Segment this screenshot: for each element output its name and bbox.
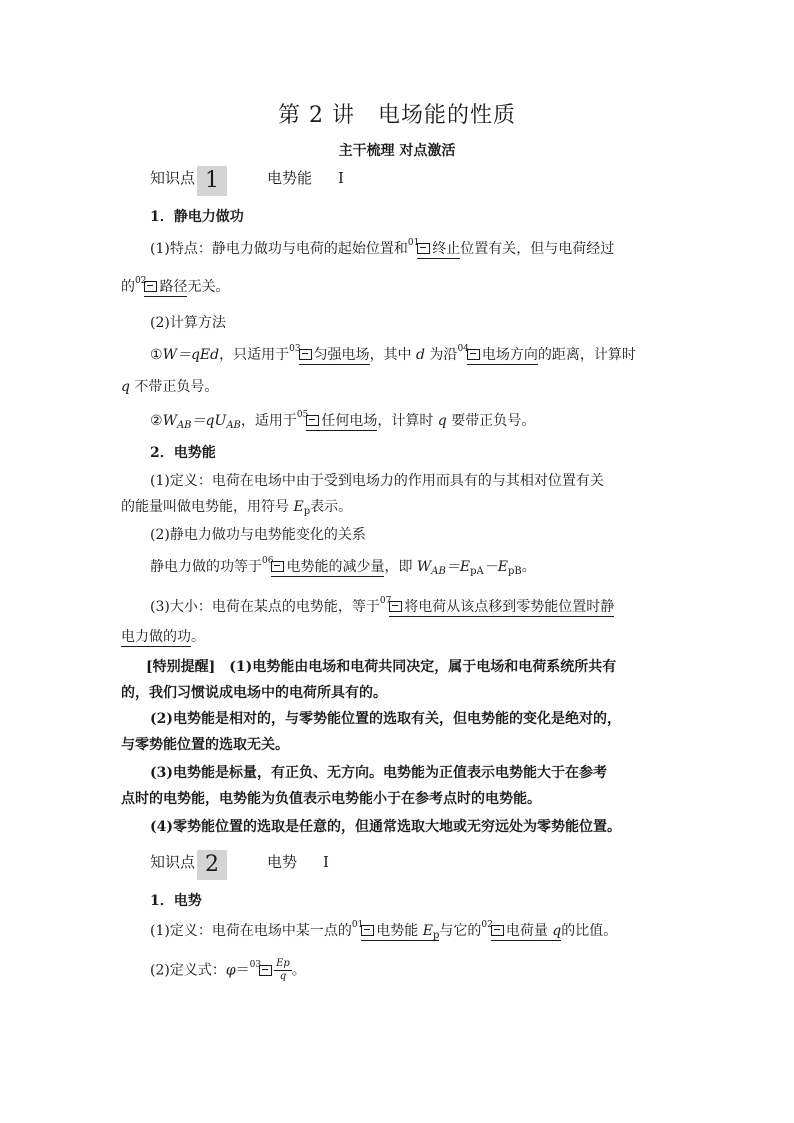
kp-level: Ⅰ [338,169,344,187]
answer-blank: 电力做的功 [121,629,191,645]
paragraph-feature-line1: (1)特点：静电力做功与电荷的起始位置和01 终止位置有关，但与电荷经过 [150,238,615,257]
potential-formula: (2)定义式：φ＝03 $\frac{Ep}{q}$ 。 [150,958,306,982]
kp-number-badge: 1 [197,166,227,196]
paragraph-feature-line2: 的02 路径无关。 [121,276,230,295]
relation-line: 静电力做的功等于06 电势能的减少量，即 $W_{AB}=E_{pA}-E_{pB}$。 [150,556,536,577]
answer-marker: 01 [407,238,420,248]
answer-marker: 03 [289,344,301,354]
kp-label: 知识点 [150,169,196,187]
kp-number-badge: 2 [197,850,227,880]
answer-box-icon [467,349,480,360]
heading-potential-energy: 2．电势能 [150,445,216,461]
formula-1-line2: q 不带正负号。 [121,379,219,395]
section-subtitle: 主干梳理 对点激活 [338,143,456,159]
answer-blank: 电荷量 q [491,923,561,941]
kp-name: 电势 [267,853,298,871]
paragraph-method: (2)计算方法 [150,315,226,331]
answer-blank: 匀强电场 [299,347,370,365]
answer-marker: 04 [457,344,469,354]
heading-work: 1．静电力做功 [150,209,244,225]
potential-definition: (1)定义：电荷在电场中某一点的01 电势能 $E_p$与它的02 电荷量 q的比值。 [150,920,618,941]
answer-marker: 03 [249,959,262,970]
answer-marker: 02 [135,276,147,286]
knowledge-point-1 [150,166,344,196]
formula-1-line1: ①W＝qEd，只适用于03 匀强电场，其中 d 为沿04 电场方向的距离，计算时 [150,344,636,363]
answer-blank: 电势能的减少量 [271,559,384,577]
answer-marker: 05 [296,410,309,420]
answer-blank: 将电荷从该点移到零势能位置时静 [389,599,614,617]
answer-box-icon [259,965,272,976]
tip-line4: 与零势能位置的选取无关。 [121,737,289,753]
fraction: $\frac{Ep}{q}$ [276,958,290,982]
page-title: 第 2 讲 电场能的性质 [278,103,516,128]
answer-marker: 02 [481,920,493,930]
kp-name: 电势能 [267,169,313,187]
formula-2: $②W_{AB}=qU_{AB}$，适用于05 任何电场，计算时 q 要带正负号。 [150,410,536,431]
answer-marker: 07 [379,596,392,606]
answer-marker: 01 [351,920,364,930]
answer-box-icon [389,601,402,612]
answer-box-icon [299,349,312,360]
tip-line5: (3)电势能是标量，有正负、无方向。电势能为正值表示电势能大于在参考 [150,765,607,781]
kp-level: Ⅰ [323,853,329,871]
heading-potential: 1．电势 [150,893,202,909]
answer-box-icon [144,281,157,292]
magnitude-line2: 电力做的功。 [121,629,205,645]
answer-box-icon [417,243,430,254]
magnitude-line1: (3)大小：电荷在某点的电势能，等于07 将电荷从该点移到零势能位置时静 [150,596,615,615]
kp-label: 知识点 [150,853,196,871]
answer-box-icon [271,561,284,572]
tip-line7: (4)零势能位置的选取是任意的，但通常选取大地或无穷远处为零势能位置。 [150,819,621,835]
answer-blank: 任何电场 [306,413,377,431]
answer-marker: 06 [262,556,274,566]
definition-line2: 的能量叫做电势能，用符号 $E_p$表示。 [121,499,353,517]
tip-line2: 的，我们习惯说成电场中的电荷所具有的。 [121,685,387,701]
tip-line3: (2)电势能是相对的，与零势能位置的选取有关，但电势能的变化是绝对的， [150,711,621,727]
relation-heading: (2)静电力做功与电势能变化的关系 [150,527,366,543]
answer-box-icon [306,415,319,426]
answer-box-icon [491,925,504,936]
definition-line1: (1)定义：电荷在电场中由于受到电场力的作用而具有的与其相对位置有关 [150,473,604,489]
answer-box-icon [361,925,374,936]
knowledge-point-2 [150,850,329,880]
tip-line6: 点时的电势能，电势能为负值表示电势能小于在参考点时的电势能。 [121,791,541,807]
answer-blank: 电势能 $E_p$ [361,923,439,941]
answer-blank: 路径 [144,279,187,297]
answer-blank: 电场方向 [467,347,538,365]
answer-blank: 终止 [417,241,460,259]
tip-line1: [特别提醒] (1)电势能由电场和电荷共同决定，属于电场和电荷系统所共有 [146,659,617,675]
